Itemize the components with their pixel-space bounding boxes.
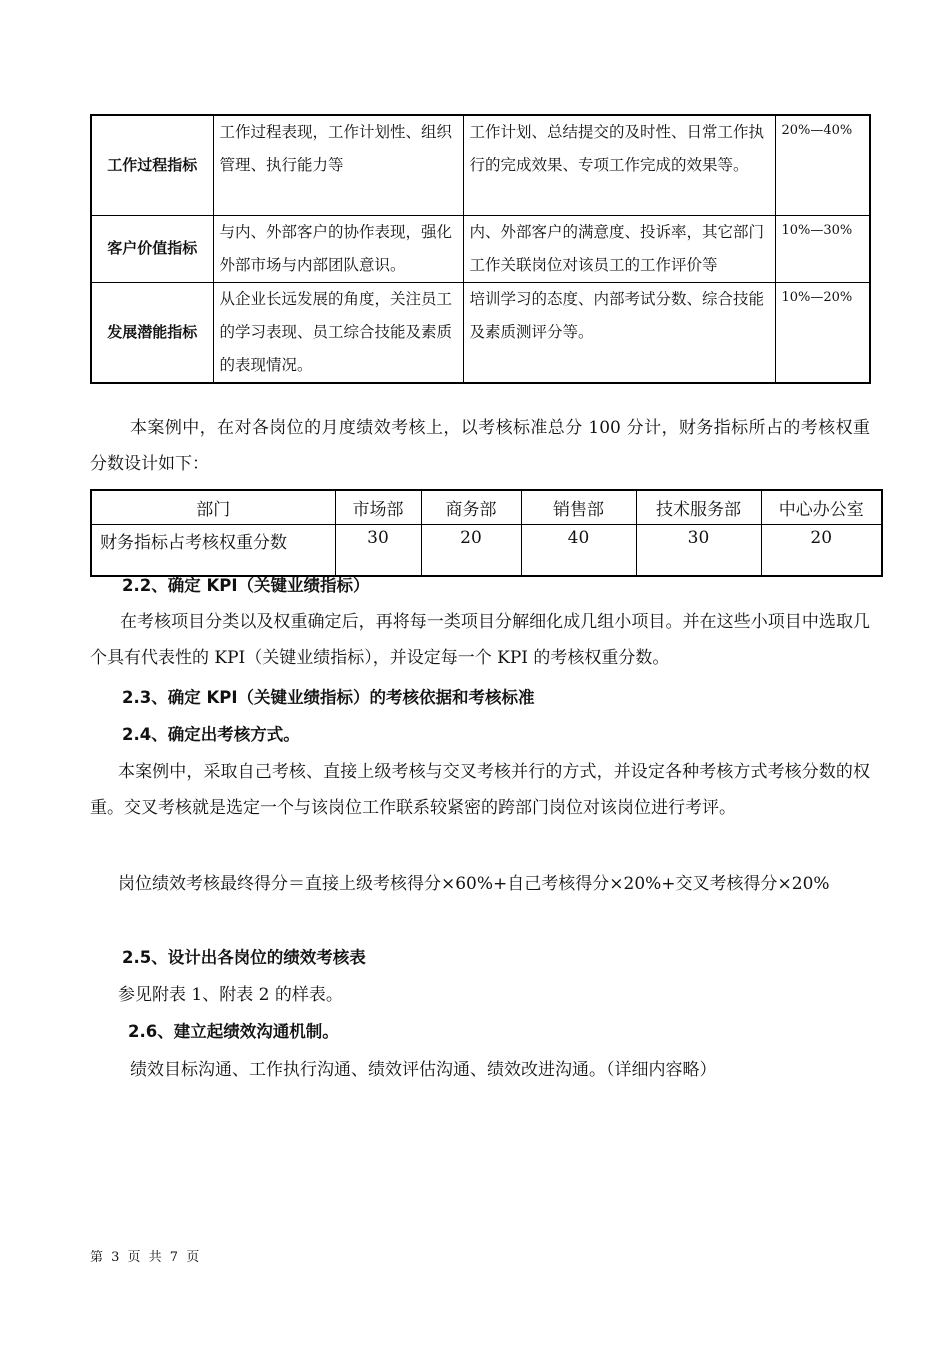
column-header: 技术服务部	[636, 490, 761, 525]
section-heading: 2.3、确定 KPI（关键业绩指标）的考核依据和考核标准	[122, 688, 535, 707]
column-header: 中心办公室	[761, 490, 882, 525]
row-label: 财务指标占考核权重分数	[91, 525, 335, 577]
section-paragraph: 在考核项目分类以及权重确定后，再将每一类项目分解细化成几组小项目。并在这些小项目中选取几个具有代表性的 KPI（关键业绩指标），并设定每一个 KPI 的考核权重分数。	[90, 612, 870, 668]
column-header: 市场部	[335, 490, 421, 525]
section-heading: 2.4、确定出考核方式。	[122, 725, 300, 744]
weight-table	[90, 489, 883, 577]
indicator-standard: 培训学习的态度、内部考试分数、综合技能及素质测评分等。	[463, 282, 775, 383]
indicator-weight: 10%—20%	[775, 282, 870, 383]
indicator-table	[90, 114, 871, 384]
table-cell: 20	[761, 525, 882, 577]
section-heading: 2.5、设计出各岗位的绩效考核表	[122, 948, 366, 967]
indicator-standard: 工作计划、总结提交的及时性、日常工作执行的完成效果、专项工作完成的效果等。	[463, 115, 775, 215]
table-row	[91, 525, 882, 577]
section-heading: 2.6、建立起绩效沟通机制。	[128, 1022, 339, 1041]
section-paragraph: 本案例中，采取自己考核、直接上级考核与交叉考核并行的方式，并设定各种考核方式考核分数的权重。交叉考核就是选定一个与该岗位工作联系较紧密的跨部门岗位对该岗位进行考评。	[90, 762, 870, 818]
indicator-content: 工作过程表现，工作计划性、组织管理、执行能力等	[213, 115, 463, 215]
column-header: 商务部	[421, 490, 521, 525]
column-header: 部门	[91, 490, 335, 525]
table-row	[91, 215, 870, 282]
table-header-row	[91, 490, 882, 525]
formula-paragraph: 岗位绩效考核最终得分＝直接上级考核得分×60%+自己考核得分×20%+交叉考核得分×20%	[118, 874, 830, 894]
section-paragraph: 参见附表 1、附表 2 的样表。	[118, 985, 343, 1005]
indicator-name: 客户价值指标	[91, 215, 213, 282]
table-row	[91, 115, 870, 215]
table-cell: 20	[421, 525, 521, 577]
table-cell: 30	[636, 525, 761, 577]
column-header: 销售部	[521, 490, 636, 525]
indicator-standard: 内、外部客户的满意度、投诉率，其它部门工作关联岗位对该员工的工作评价等	[463, 215, 775, 282]
page-number-footer: 第 3 页 共 7 页	[90, 1250, 200, 1265]
indicator-content: 从企业长远发展的角度，关注员工的学习表现、员工综合技能及素质的表现情况。	[213, 282, 463, 383]
indicator-weight: 10%—30%	[775, 215, 870, 282]
indicator-weight: 20%—40%	[775, 115, 870, 215]
intro-paragraph: 本案例中，在对各岗位的月度绩效考核上，以考核标准总分 100 分计，财务指标所占的考核权重分数设计如下：	[90, 418, 870, 474]
table-row	[91, 282, 870, 383]
indicator-content: 与内、外部客户的协作表现，强化外部市场与内部团队意识。	[213, 215, 463, 282]
indicator-name: 工作过程指标	[91, 115, 213, 215]
indicator-name: 发展潜能指标	[91, 282, 213, 383]
table-cell: 40	[521, 525, 636, 577]
section-heading: 2.2、确定 KPI（关键业绩指标）	[122, 576, 370, 595]
section-paragraph: 绩效目标沟通、工作执行沟通、绩效评估沟通、绩效改进沟通。（详细内容略）	[130, 1060, 717, 1080]
table-cell: 30	[335, 525, 421, 577]
